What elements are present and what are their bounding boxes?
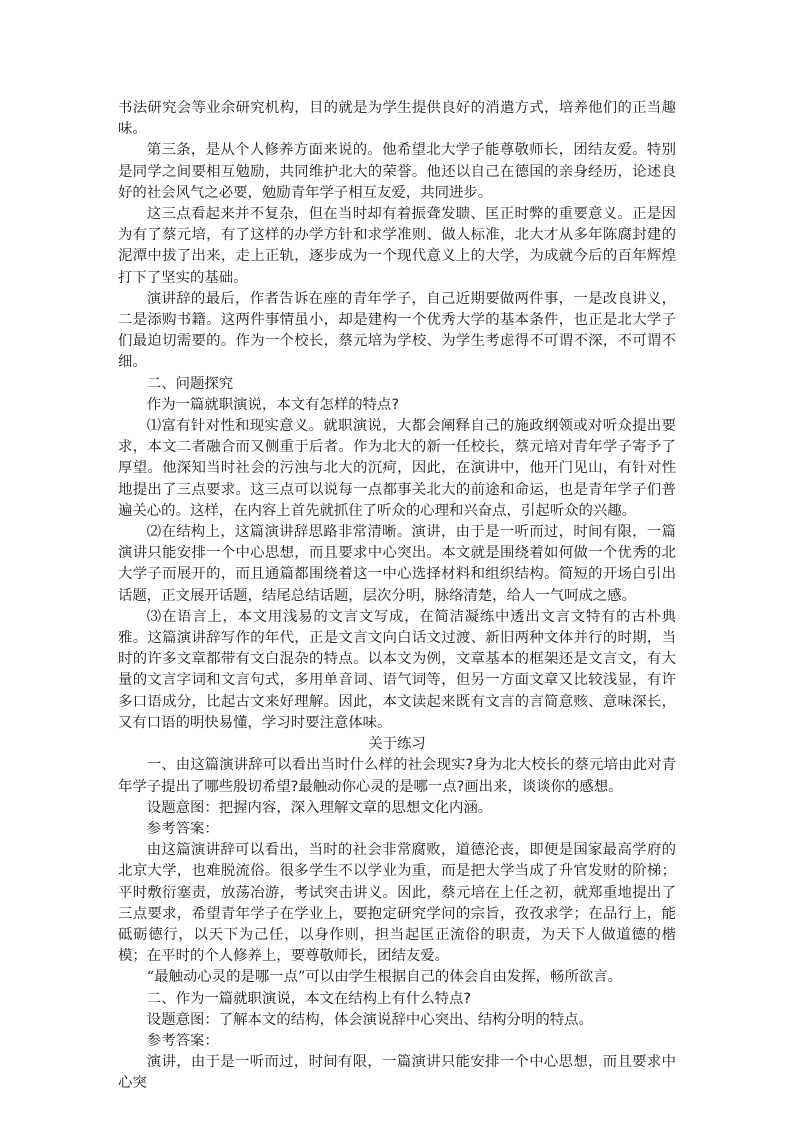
exercise-question: 二、作为一篇就职演说，本文在结构上有什么特点? [146,990,472,1007]
body-paragraph: 第三条，是从个人修养方面来说的。他希望北大学子能尊敬师长，团结友爱。特别是同学之间要相互勉励，共同维护北大的荣誉。他还以自己在德国的亲身经历，论述良好的社会风气之必要，勉励青年学子相互友爱，共同进步。 [118,142,676,201]
answer-note: “最触动心灵的是哪一点”可以由学生根据自己的体会自由发挥，畅所欲言。 [146,969,623,986]
question: 作为一篇就职演说，本文有怎样的特点? [146,396,400,413]
document-page [118,98,676,1095]
section-title: 关于练习 [368,736,426,753]
body-paragraph: ⑶在语言上，本文用浅易的文言文写成，在简洁凝练中透出文言文特有的古朴典雅。这篇演讲辞写作的年代，正是文言文向白话文过渡、新旧两种文体并行的时期，当时的许多文章都带有文白混杂的特点。以本文为例，文章基本的框架还是文言文，有大量的文言字词和文言句式，多用单音词、语气词等，但另一方面文章又比较浅显，有许多口语成分，比起古文来好理解。因此，本文读起来既有文言的言简意赅、意味深长，又有口语的明快易懂，学习时要注意体味。 [118,608,676,731]
answer-paragraph: 演讲，由于是一听而过，时间有限，一篇演讲只能安排一个中心思想，而且要求中心突 [118,1054,676,1092]
body-paragraph: 这三点看起来并不复杂，但在当时却有着振聋发聩、匡正时弊的重要意义。正是因为有了蔡元培，有了这样的办学方针和求学准则、做人标准，北大才从多年陈腐封建的泥潭中拔了出来，走上正轨，逐步成为一个现代意义上的大学，为成就今后的百年辉煌打下了坚实的基础。 [118,206,676,286]
answer-label: 参考答案： [146,1032,219,1049]
body-paragraph: ⑵在结构上，这篇演讲辞思路非常清晰。演讲，由于是一听而过，时间有限，一篇演讲只能安排一个中心思想，而且要求中心突出。本文就是围绕着如何做一个优秀的北大学子而展开的，而且通篇都围绕着这一中心选择材料和组织结构。简短的开场白引出话题，正文展开话题，结尾总结话题，层次分明，脉络清楚，给人一气呵成之感。 [118,524,676,604]
answer-paragraph: 由这篇演讲辞可以看出，当时的社会非常腐败，道德沦丧，即便是国家最高学府的北京大学，也难脱流俗。很多学生不以学业为重，而是把大学当成了升官发财的阶梯；平时敷衍塞责，放荡冶游，考试突击讲义。因此，蔡元培在上任之初，就郑重地提出了三点要求，希望青年学子在学业上，要抱定研究学问的宗旨，孜孜求学；在品行上，能砥砺德行，以天下为己任，以身作则，担当起匡正流俗的职责，为天下人做道德的楷模；在平时的个人修养上，要尊敬师长，团结友爱。 [118,842,676,965]
design-intent: 设题意图：把握内容，深入理解文章的思想文化内涵。 [146,799,493,816]
section-heading: 二、问题探究 [146,375,234,392]
body-paragraph: ⑴富有针对性和现实意义。就职演说，大都会阐释自己的施政纲领或对听众提出要求，本文二者融合而又侧重于后者。作为北大的新一任校长，蔡元培对青年学子寄予了厚望。他深知当时社会的污浊与北大的沉疴，因此，在演讲中，他开门见山，有针对性地提出了三点要求。这三点可以说每一点都事关北大的前途和命运，也是青年学子们普遍关心的。这样，在内容上首先就抓住了听众的心理和兴奋点，引起听众的兴趣。 [118,418,676,519]
body-paragraph: 书法研究会等业余研究机构，目的就是为学生提供良好的消遣方式，培养他们的正当趣味。 [118,100,676,138]
exercise-question: 一、由这篇演讲辞可以看出当时什么样的社会现实?身为北大校长的蔡元培由此对青年学子提出了哪些殷切希望?最触动你心灵的是哪一点?画出来，谈谈你的感想。 [118,757,676,795]
answer-label: 参考答案： [146,820,219,837]
design-intent: 设题意图：了解本文的结构，体会演说辞中心突出、结构分明的特点。 [146,1011,593,1028]
body-paragraph: 演讲辞的最后，作者告诉在座的青年学子，自己近期要做两件事，一是改良讲义，二是添购书籍。这两件事情虽小，却是建构一个优秀大学的基本条件，也正是北大学子们最迫切需要的。作为一个校长，蔡元培为学校、为学生考虑得不可谓不深，不可谓不细。 [118,290,676,371]
